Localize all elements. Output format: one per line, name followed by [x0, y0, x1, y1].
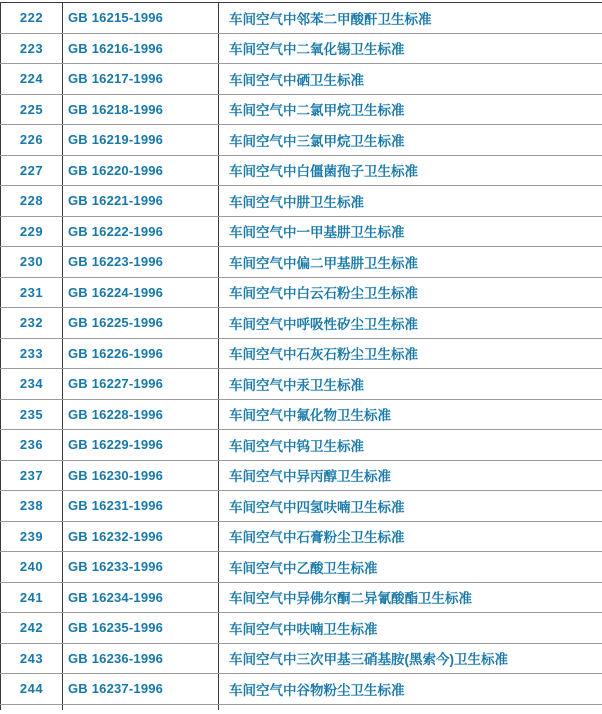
standard-code-cell: GB 16231-1996	[63, 491, 219, 522]
standard-title-cell: 车间空气中异佛尔酮二异氰酸酯卫生标准	[219, 582, 602, 613]
row-number-cell: 233	[1, 338, 63, 369]
standard-title-cell	[219, 704, 602, 710]
row-number-cell: 244	[1, 674, 63, 705]
standard-code-cell: GB 16227-1996	[63, 369, 219, 400]
table-row	[1, 186, 602, 217]
row-number-cell: 240	[1, 552, 63, 583]
table-row	[1, 94, 602, 125]
standard-title-cell: 车间空气中白僵菌孢子卫生标准	[219, 155, 602, 186]
standard-title-cell: 车间空气中偏二甲基肼卫生标准	[219, 247, 602, 278]
standard-code-cell: GB 16217-1996	[63, 64, 219, 95]
table-row	[1, 338, 602, 369]
table-row	[1, 216, 602, 247]
standard-code-cell: GB 16222-1996	[63, 216, 219, 247]
row-number-cell: 232	[1, 308, 63, 339]
standard-code-cell: GB 16228-1996	[63, 399, 219, 430]
row-number-cell	[1, 704, 63, 710]
standard-code-cell: GB 16229-1996	[63, 430, 219, 461]
standard-code-cell: GB 16225-1996	[63, 308, 219, 339]
row-number-cell: 229	[1, 216, 63, 247]
row-number-cell: 243	[1, 643, 63, 674]
row-number-cell: 237	[1, 460, 63, 491]
table-row	[1, 430, 602, 461]
standard-title-cell: 车间空气中四氢呋喃卫生标准	[219, 491, 602, 522]
standard-code-cell: GB 16230-1996	[63, 460, 219, 491]
standard-title-cell: 车间空气中肼卫生标准	[219, 186, 602, 217]
table-row	[1, 582, 602, 613]
standard-code-cell: GB 16215-1996	[63, 3, 219, 34]
standard-code-cell: GB 16226-1996	[63, 338, 219, 369]
row-number-cell: 230	[1, 247, 63, 278]
row-number-cell: 225	[1, 94, 63, 125]
standard-title-cell: 车间空气中硒卫生标准	[219, 64, 602, 95]
standard-code-cell: GB 16216-1996	[63, 33, 219, 64]
standard-code-cell: GB 16219-1996	[63, 125, 219, 156]
standard-title-cell: 车间空气中呋喃卫生标准	[219, 613, 602, 644]
standard-title-cell: 车间空气中谷物粉尘卫生标准	[219, 674, 602, 705]
table-row	[1, 521, 602, 552]
row-number-cell: 231	[1, 277, 63, 308]
standard-code-cell: GB 16223-1996	[63, 247, 219, 278]
standard-title-cell: 车间空气中乙酸卫生标准	[219, 552, 602, 583]
table-row	[1, 399, 602, 430]
table-row	[1, 613, 602, 644]
table-row	[1, 277, 602, 308]
standards-table	[0, 2, 602, 710]
standard-code-cell: GB 16237-1996	[63, 674, 219, 705]
standard-title-cell: 车间空气中呼吸性矽尘卫生标准	[219, 308, 602, 339]
standard-title-cell: 车间空气中二氯甲烷卫生标准	[219, 94, 602, 125]
table-row	[1, 64, 602, 95]
standard-code-cell: GB 16218-1996	[63, 94, 219, 125]
row-number-cell: 241	[1, 582, 63, 613]
table-row	[1, 491, 602, 522]
table-row	[1, 125, 602, 156]
standards-table-body	[1, 3, 602, 710]
standard-title-cell: 车间空气中邻苯二甲酸酐卫生标准	[219, 3, 602, 34]
standard-title-cell: 车间空气中二氧化锡卫生标准	[219, 33, 602, 64]
table-row	[1, 674, 602, 705]
table-row	[1, 155, 602, 186]
standard-title-cell: 车间空气中汞卫生标准	[219, 369, 602, 400]
table-row	[1, 643, 602, 674]
row-number-cell: 242	[1, 613, 63, 644]
standard-title-cell: 车间空气中三次甲基三硝基胺(黑索今)卫生标准	[219, 643, 602, 674]
standard-title-cell: 车间空气中石膏粉尘卫生标准	[219, 521, 602, 552]
standard-title-cell: 车间空气中三氯甲烷卫生标准	[219, 125, 602, 156]
table-row	[1, 308, 602, 339]
standard-code-cell: GB 16236-1996	[63, 643, 219, 674]
row-number-cell: 223	[1, 33, 63, 64]
standard-title-cell: 车间空气中钨卫生标准	[219, 430, 602, 461]
standard-title-cell: 车间空气中白云石粉尘卫生标准	[219, 277, 602, 308]
row-number-cell: 227	[1, 155, 63, 186]
standard-title-cell: 车间空气中氟化物卫生标准	[219, 399, 602, 430]
row-number-cell: 224	[1, 64, 63, 95]
table-row	[1, 33, 602, 64]
standard-code-cell: GB 16232-1996	[63, 521, 219, 552]
table-row	[1, 460, 602, 491]
row-number-cell: 226	[1, 125, 63, 156]
row-number-cell: 238	[1, 491, 63, 522]
row-number-cell: 222	[1, 3, 63, 34]
row-number-cell: 228	[1, 186, 63, 217]
standard-code-cell: GB 16221-1996	[63, 186, 219, 217]
standard-code-cell: GB 16220-1996	[63, 155, 219, 186]
standard-code-cell	[63, 704, 219, 710]
standard-title-cell: 车间空气中一甲基肼卫生标准	[219, 216, 602, 247]
standard-title-cell: 车间空气中异丙醇卫生标准	[219, 460, 602, 491]
standard-code-cell: GB 16235-1996	[63, 613, 219, 644]
table-row	[1, 3, 602, 34]
row-number-cell: 236	[1, 430, 63, 461]
table-row	[1, 247, 602, 278]
table-row	[1, 369, 602, 400]
row-number-cell: 239	[1, 521, 63, 552]
row-number-cell: 235	[1, 399, 63, 430]
standard-code-cell: GB 16224-1996	[63, 277, 219, 308]
standard-title-cell: 车间空气中石灰石粉尘卫生标准	[219, 338, 602, 369]
standard-code-cell: GB 16234-1996	[63, 582, 219, 613]
standard-code-cell: GB 16233-1996	[63, 552, 219, 583]
row-number-cell: 234	[1, 369, 63, 400]
table-row	[1, 552, 602, 583]
table-row-partial	[1, 704, 602, 710]
